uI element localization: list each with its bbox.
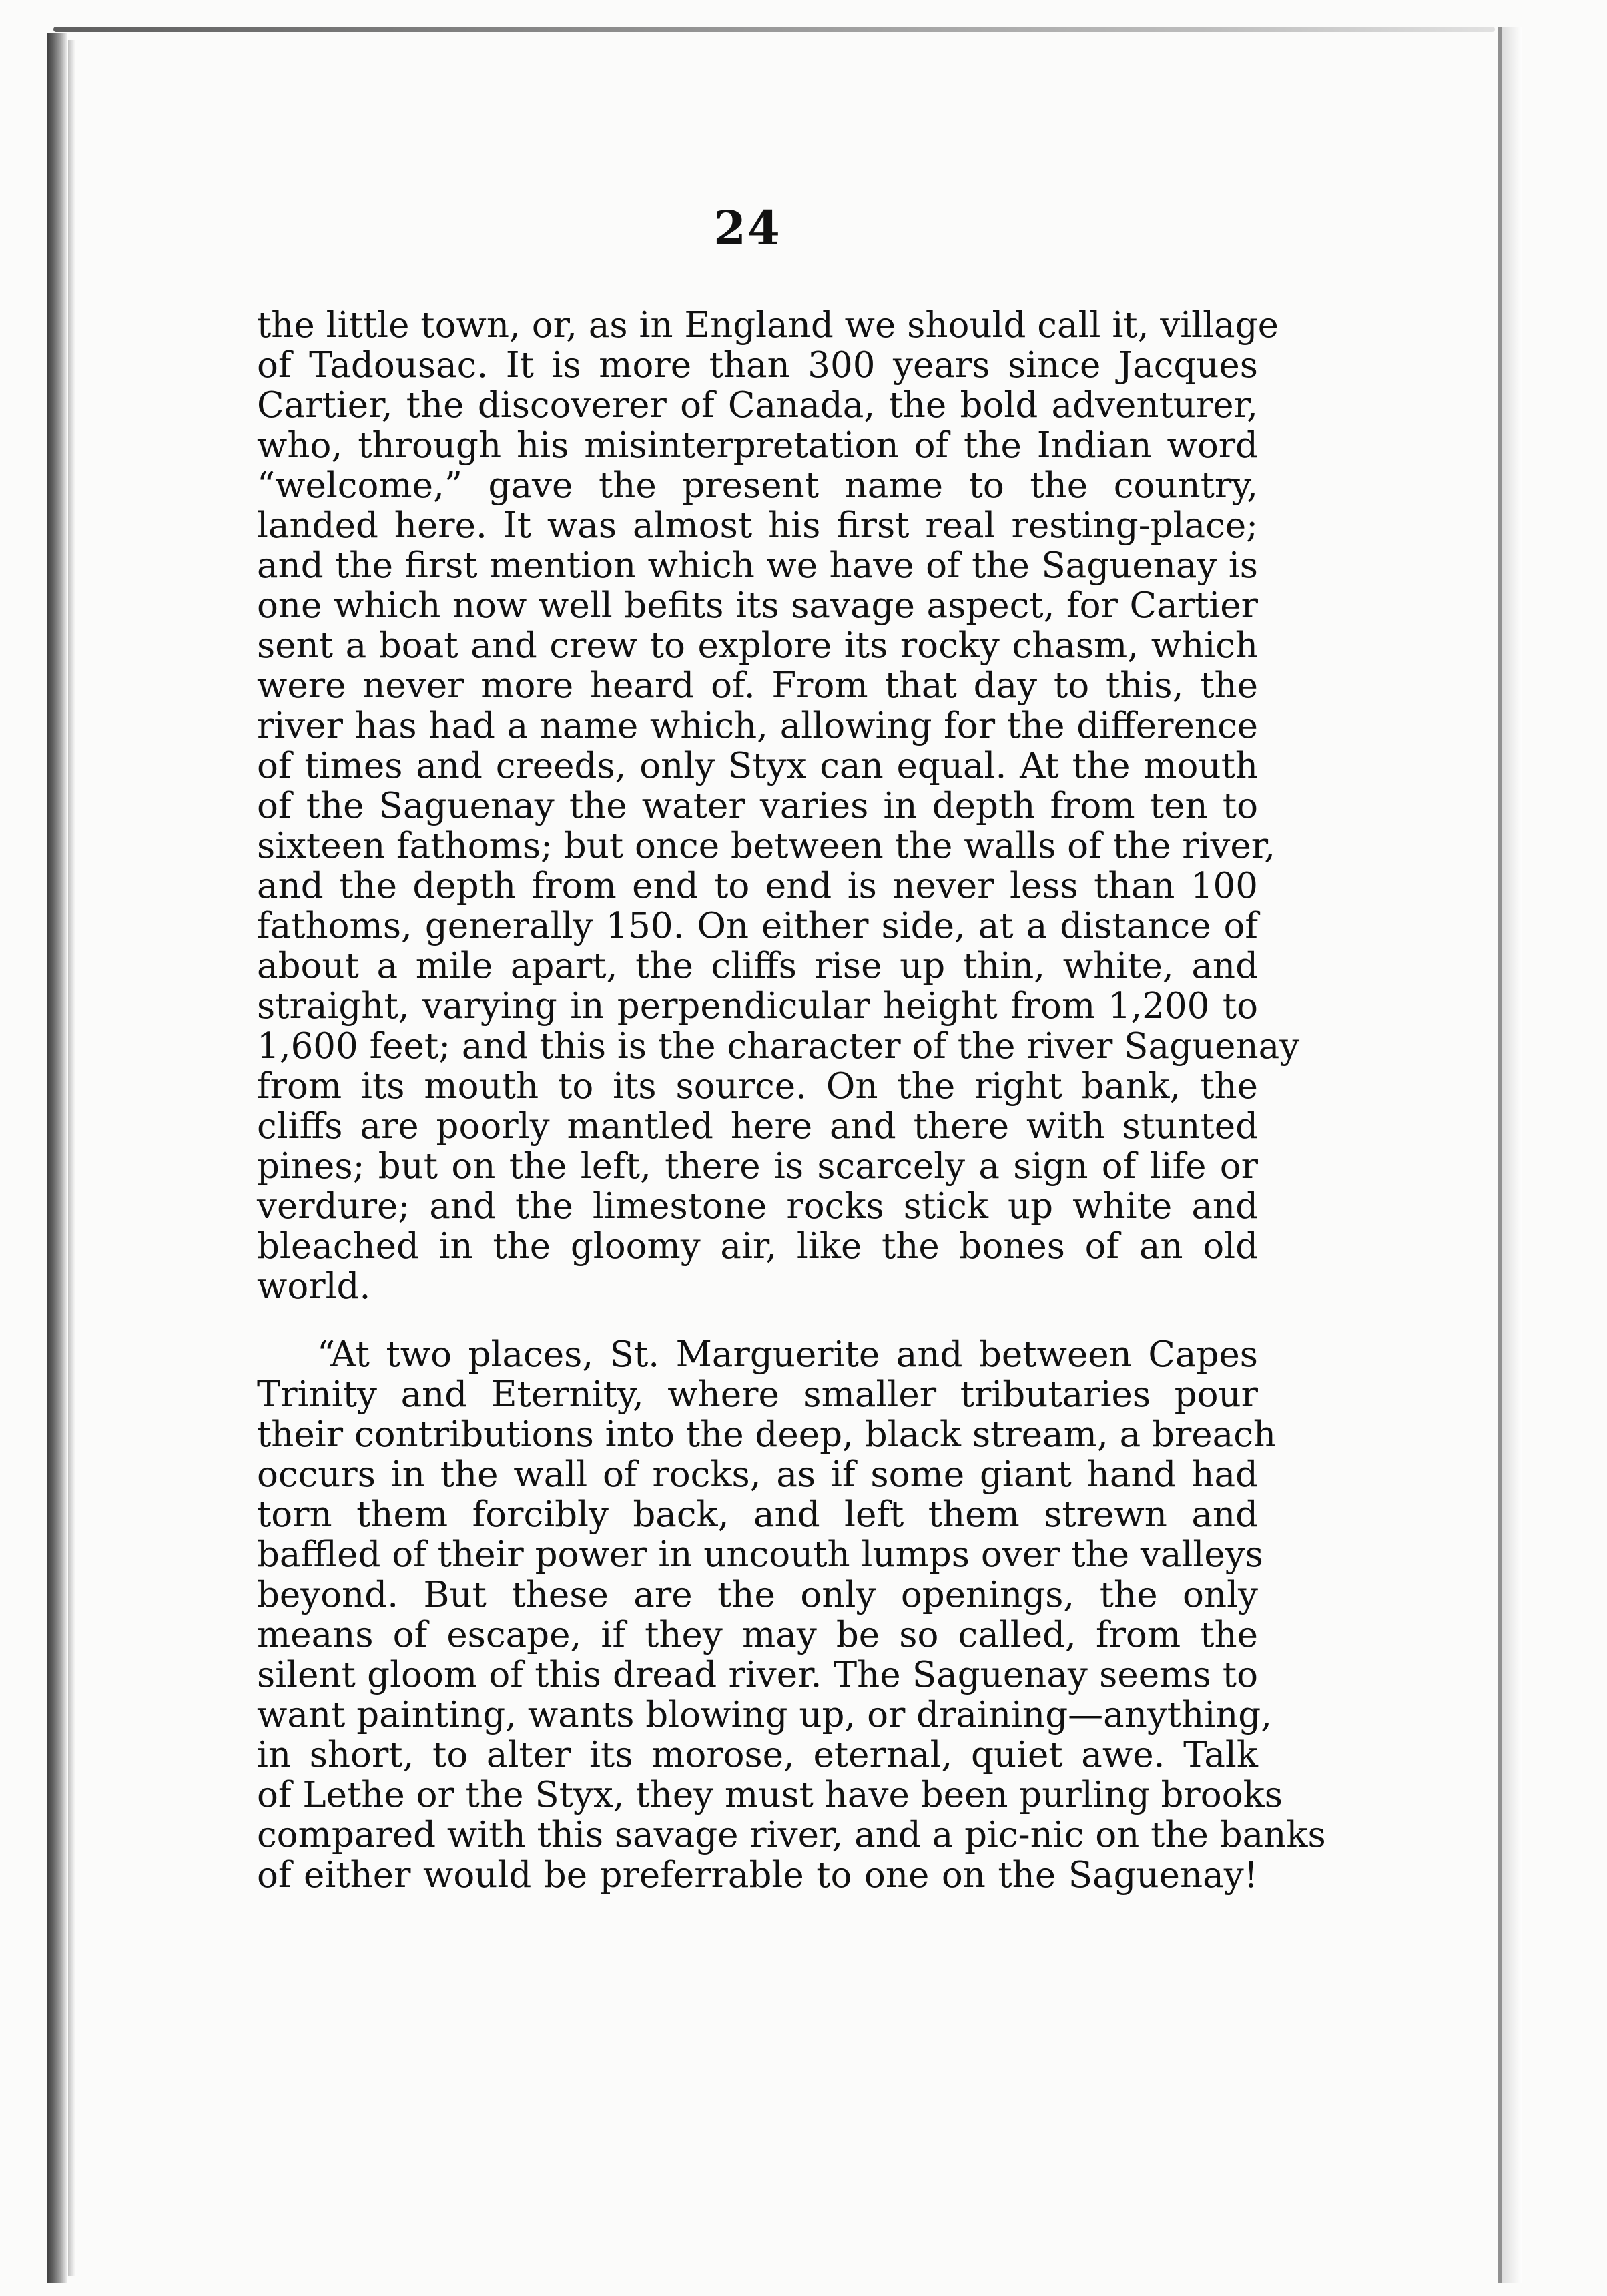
text-line: Cartier, the discoverer of Canada, the bold adventurer, [257,385,1258,426]
text-line: baffled of their power in uncouth lumps over the valleys [257,1534,1263,1575]
text-line: and the first mention which we have of the Saguenay is [257,545,1258,586]
text-line: bleached in the gloomy air, like the bones of an old [257,1226,1258,1267]
page-edge-top [53,27,1495,32]
text-line: of the Saguenay the water varies in depth from ten to [257,786,1258,826]
text-line: cliffs are poorly mantled here and there with stunted [257,1106,1258,1147]
text-line: silent gloom of this dread river. The Saguenay seems to [257,1655,1258,1695]
text-line: in short, to alter its morose, eternal, quiet awe. Talk [257,1735,1258,1775]
text-line: Trinity and Eternity, where smaller tributaries pour [257,1374,1258,1415]
paragraph-2 [257,1334,1326,1896]
text-line: verdure; and the limestone rocks stick up white and [257,1186,1258,1227]
paragraph-spacer [257,1307,1258,1335]
book-spine-edge [47,33,67,2283]
page-gutter-shadow [68,40,75,2276]
text-line: of Tadousac. It is more than 300 years since Jacques [257,345,1258,386]
text-line: river has had a name which, allowing for the difference [257,705,1258,746]
text-line: compared with this savage river, and a pic-nic on the banks [257,1815,1326,1855]
text-line: pines; but on the left, there is scarcely a sign of life or [257,1146,1258,1187]
text-line: of times and creeds, only Styx can equal. At the mouth [257,746,1258,786]
text-line: were never more heard of. From that day to this, the [257,665,1258,706]
text-line: who, through his misinterpretation of the Indian word [257,425,1258,466]
page-number: 24 [713,200,781,256]
body-text [257,305,1326,1896]
paragraph-1 [257,305,1300,1307]
text-line: 1,600 feet; and this is the character of the river Saguenay [257,1026,1300,1067]
text-line: of Lethe or the Styx, they must have been purling brooks [257,1775,1283,1815]
text-line: torn them forcibly back, and left them strewn and [257,1494,1258,1535]
text-line: sent a boat and crew to explore its rocky chasm, which [257,625,1258,666]
text-line: and the depth from end to end is never less than 100 [257,866,1258,906]
text-line: means of escape, if they may be so called, from the [257,1615,1258,1655]
text-line: want painting, wants blowing up, or draining—anything, [257,1695,1273,1735]
text-line: their contributions into the deep, black stream, a breach [257,1414,1277,1455]
text-line: one which now well befits its savage aspect, for Cartier [257,585,1258,626]
text-line: occurs in the wall of rocks, as if some giant hand had [257,1454,1258,1495]
text-line: “At two places, St. Marguerite and between Capes [317,1334,1258,1375]
text-line: of either would be preferrable to one on the Saguenay! [257,1855,1258,1896]
text-line: about a mile apart, the cliffs rise up thin, white, and [257,946,1258,986]
text-line: sixteen fathoms; but once between the walls of the river, [257,826,1276,866]
text-line: landed here. It was almost his first real resting-place; [257,505,1258,546]
text-line: fathoms, generally 150. On either side, at a distance of [257,906,1258,946]
text-line: the little town, or, as in England we should call it, village [257,305,1279,346]
text-line: beyond. But these are the only openings, the only [257,1574,1258,1615]
page-edge-right-shadow [1502,27,1522,2283]
text-line: world. [257,1266,371,1307]
text-line: from its mouth to its source. On the right bank, the [257,1066,1258,1107]
text-line: “welcome,” gave the present name to the country, [257,465,1258,506]
text-line: straight, varying in perpendicular height from 1,200 to [257,986,1258,1027]
